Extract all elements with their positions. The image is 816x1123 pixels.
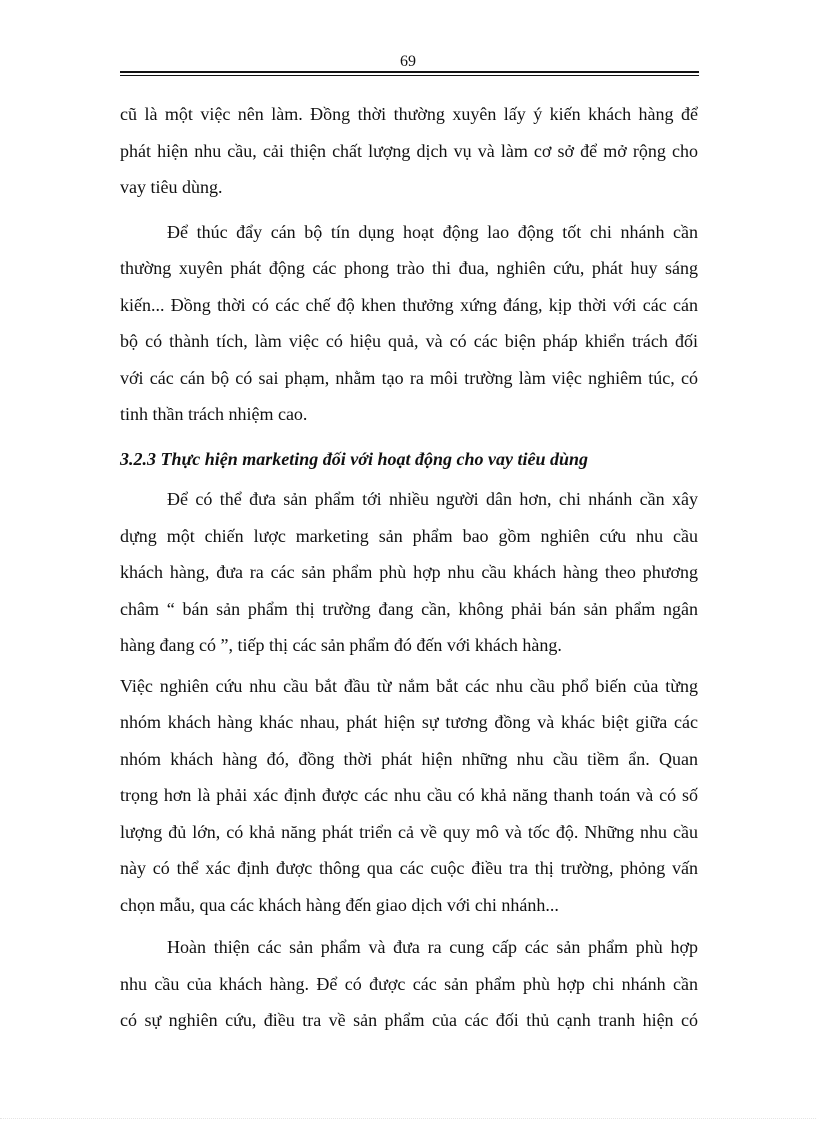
text-line: cũ là một việc nên làm. Đồng thời thường xuyên lấy ý kiến khách hàng để <box>120 104 698 124</box>
paragraph-3 <box>120 481 698 664</box>
text-line: dựng một chiến lược marketing sản phẩm bao gồm nghiên cứu nhu cầu <box>120 525 698 546</box>
text-line: Để thúc đẩy cán bộ tín dụng hoạt động lao động tốt chi nhánh cần <box>167 221 698 242</box>
text-line: thường xuyên phát động các phong trào thi đua, nghiên cứu, phát huy sáng <box>120 258 698 278</box>
paragraph-4 <box>120 668 698 924</box>
section-heading: 3.2.3 Thực hiện marketing đối với hoạt động cho vay tiêu dùng <box>120 448 588 469</box>
text-line: Hoàn thiện các sản phẩm và đưa ra cung cấp các sản phẩm phù hợp <box>167 937 698 957</box>
page-body <box>120 96 698 1039</box>
text-line: tinh thần trách nhiệm cao. <box>120 404 308 424</box>
text-line: khách hàng, đưa ra các sản phẩm phù hợp nhu cầu khách hàng theo phương <box>120 562 698 582</box>
text-line: kiến... Đồng thời có các chế độ khen thưởng xứng đáng, kịp thời với các cán <box>120 294 698 315</box>
text-line: lượng đủ lớn, có khả năng phát triển cả về quy mô và tốc độ. Những nhu cầu <box>120 821 698 842</box>
text-line: bộ có thành tích, làm việc có hiệu quả, và có các biện pháp khiển trách đối <box>120 331 698 351</box>
page-bottom-border <box>0 1118 816 1120</box>
text-line: châm “ bán sản phẩm thị trường đang cần, không phải bán sản phẩm ngân <box>120 598 698 619</box>
text-line: Để có thể đưa sản phẩm tới nhiều người dân hơn, chi nhánh cần xây <box>167 489 698 509</box>
text-line: này có thể xác định được thông qua các cuộc điều tra thị trường, phỏng vấn <box>120 858 698 878</box>
paragraph-5 <box>120 929 698 1039</box>
text-line: hàng đang có ”, tiếp thị các sản phẩm đó đến với khách hàng. <box>120 635 562 655</box>
text-line: có sự nghiên cứu, điều tra về sản phẩm của các đối thủ cạnh tranh hiện có <box>120 1010 698 1030</box>
paragraph-2 <box>120 214 698 433</box>
header-rule-thin <box>120 75 699 76</box>
text-line: nhu cầu của khách hàng. Để có được các sản phẩm phù hợp chi nhánh cần <box>120 973 698 994</box>
text-line: phát hiện nhu cầu, cải thiện chất lượng dịch vụ và làm cơ sở để mở rộng cho <box>120 140 698 161</box>
text-line: nhóm khách hàng khác nhau, phát hiện sự tương đồng và khác biệt giữa các <box>120 712 698 732</box>
header-rule-thick <box>120 71 699 73</box>
header-rule <box>120 71 699 76</box>
text-line: nhóm khách hàng đó, đồng thời phát hiện những nhu cầu tiềm ẩn. Quan <box>120 748 698 769</box>
text-line: với các cán bộ có sai phạm, nhằm tạo ra môi trường làm việc nghiêm túc, có <box>120 367 698 388</box>
page-number: 69 <box>400 53 416 70</box>
text-line: chọn mẫu, qua các khách hàng đến giao dịch với chi nhánh... <box>120 894 559 915</box>
text-line: Việc nghiên cứu nhu cầu bắt đầu từ nắm bắt các nhu cầu phổ biến của từng <box>120 675 698 696</box>
text-line: vay tiêu dùng. <box>120 177 223 197</box>
text-line: trọng hơn là phải xác định được các nhu cầu có khả năng thanh toán và có số <box>120 785 698 805</box>
paragraph-1 <box>120 96 698 206</box>
